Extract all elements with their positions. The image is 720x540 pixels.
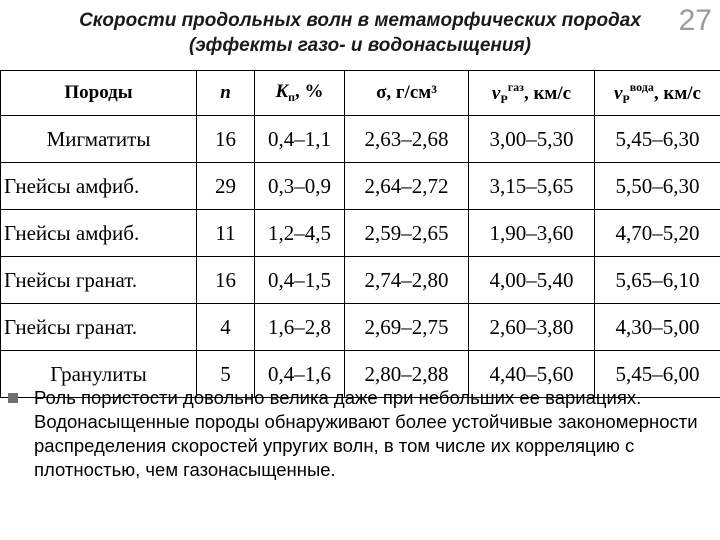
cell-density: 2,64–2,72 bbox=[345, 163, 469, 210]
cell-n: 4 bbox=[197, 304, 255, 351]
header-v-water-sup: вода bbox=[629, 79, 654, 94]
cell-v-gas: 4,40–5,60 bbox=[469, 351, 595, 398]
cell-v-gas: 3,00–5,30 bbox=[469, 116, 595, 163]
cell-v-gas: 1,90–3,60 bbox=[469, 210, 595, 257]
cell-n: 16 bbox=[197, 116, 255, 163]
cell-density: 2,63–2,68 bbox=[345, 116, 469, 163]
cell-v-gas: 2,60–3,80 bbox=[469, 304, 595, 351]
header-v-gas-sub: P bbox=[500, 91, 508, 106]
cell-porosity: 0,3–0,9 bbox=[255, 163, 345, 210]
cell-v-gas: 4,00–5,40 bbox=[469, 257, 595, 304]
velocity-table bbox=[0, 70, 720, 398]
header-porosity-sub: п bbox=[288, 90, 296, 104]
cell-density: 2,59–2,65 bbox=[345, 210, 469, 257]
cell-porosity: 1,6–2,8 bbox=[255, 304, 345, 351]
header-rock: Породы bbox=[1, 71, 197, 116]
cell-porosity: 1,2–4,5 bbox=[255, 210, 345, 257]
cell-n: 11 bbox=[197, 210, 255, 257]
header-v-water-symbol: v bbox=[613, 82, 623, 104]
cell-n: 29 bbox=[197, 163, 255, 210]
cell-v-water: 4,30–5,00 bbox=[595, 304, 720, 351]
cell-porosity: 0,4–1,5 bbox=[255, 257, 345, 304]
cell-v-water: 4,70–5,20 bbox=[595, 210, 720, 257]
cell-rock: Гнейсы гранат. bbox=[1, 304, 197, 351]
cell-v-water: 5,45–6,30 bbox=[595, 116, 720, 163]
table-header-row bbox=[1, 71, 720, 116]
header-v-gas-symbol: v bbox=[491, 82, 501, 104]
table-row bbox=[1, 257, 720, 304]
square-bullet-icon bbox=[8, 393, 18, 403]
cell-rock: Гнейсы амфиб. bbox=[1, 163, 197, 210]
bullet-point bbox=[8, 386, 714, 482]
cell-porosity: 0,4–1,6 bbox=[255, 351, 345, 398]
title-line-1: Скорости продольных волн в метаморфических породах bbox=[79, 10, 641, 31]
cell-n: 5 bbox=[197, 351, 255, 398]
header-porosity bbox=[255, 71, 345, 116]
header-v-gas bbox=[469, 71, 595, 116]
header-porosity-unit: , % bbox=[295, 81, 324, 102]
header-v-gas-sup: газ bbox=[507, 79, 524, 94]
cell-density: 2,74–2,80 bbox=[345, 257, 469, 304]
page-number: 27 bbox=[678, 4, 712, 37]
header-density: σ, г/см³ bbox=[345, 71, 469, 116]
cell-rock: Гнейсы амфиб. bbox=[1, 210, 197, 257]
cell-porosity: 0,4–1,1 bbox=[255, 116, 345, 163]
header-v-water bbox=[595, 71, 720, 116]
cell-v-water: 5,50–6,30 bbox=[595, 163, 720, 210]
cell-v-water: 5,45–6,00 bbox=[595, 351, 720, 398]
cell-density: 2,80–2,88 bbox=[345, 351, 469, 398]
header-v-water-unit: , км/с bbox=[653, 82, 701, 104]
slide-title bbox=[0, 8, 720, 58]
header-n: n bbox=[197, 71, 255, 116]
header-v-water-sub: P bbox=[622, 91, 630, 106]
title-line-2: (эффекты газо- и водонасыщения) bbox=[188, 35, 532, 56]
cell-n: 16 bbox=[197, 257, 255, 304]
header-porosity-symbol: K bbox=[275, 81, 289, 102]
cell-rock: Мигматиты bbox=[1, 116, 197, 163]
table-row bbox=[1, 210, 720, 257]
table-row bbox=[1, 163, 720, 210]
cell-density: 2,69–2,75 bbox=[345, 304, 469, 351]
bullet-text: Роль пористости довольно велика даже при небольших ее вариациях. Водонасыщенные породы обнаруживают более устойчивые закономерности распределения скоростей упругих волн, в том числе их корреляцию с плотностью, чем газонасыщенные. bbox=[34, 387, 698, 480]
table-row bbox=[1, 304, 720, 351]
cell-v-water: 5,65–6,10 bbox=[595, 257, 720, 304]
cell-rock: Гнейсы гранат. bbox=[1, 257, 197, 304]
header-v-gas-unit: , км/с bbox=[523, 82, 572, 104]
cell-v-gas: 3,15–5,65 bbox=[469, 163, 595, 210]
cell-rock: Гранулиты bbox=[1, 351, 197, 398]
table-row bbox=[1, 116, 720, 163]
